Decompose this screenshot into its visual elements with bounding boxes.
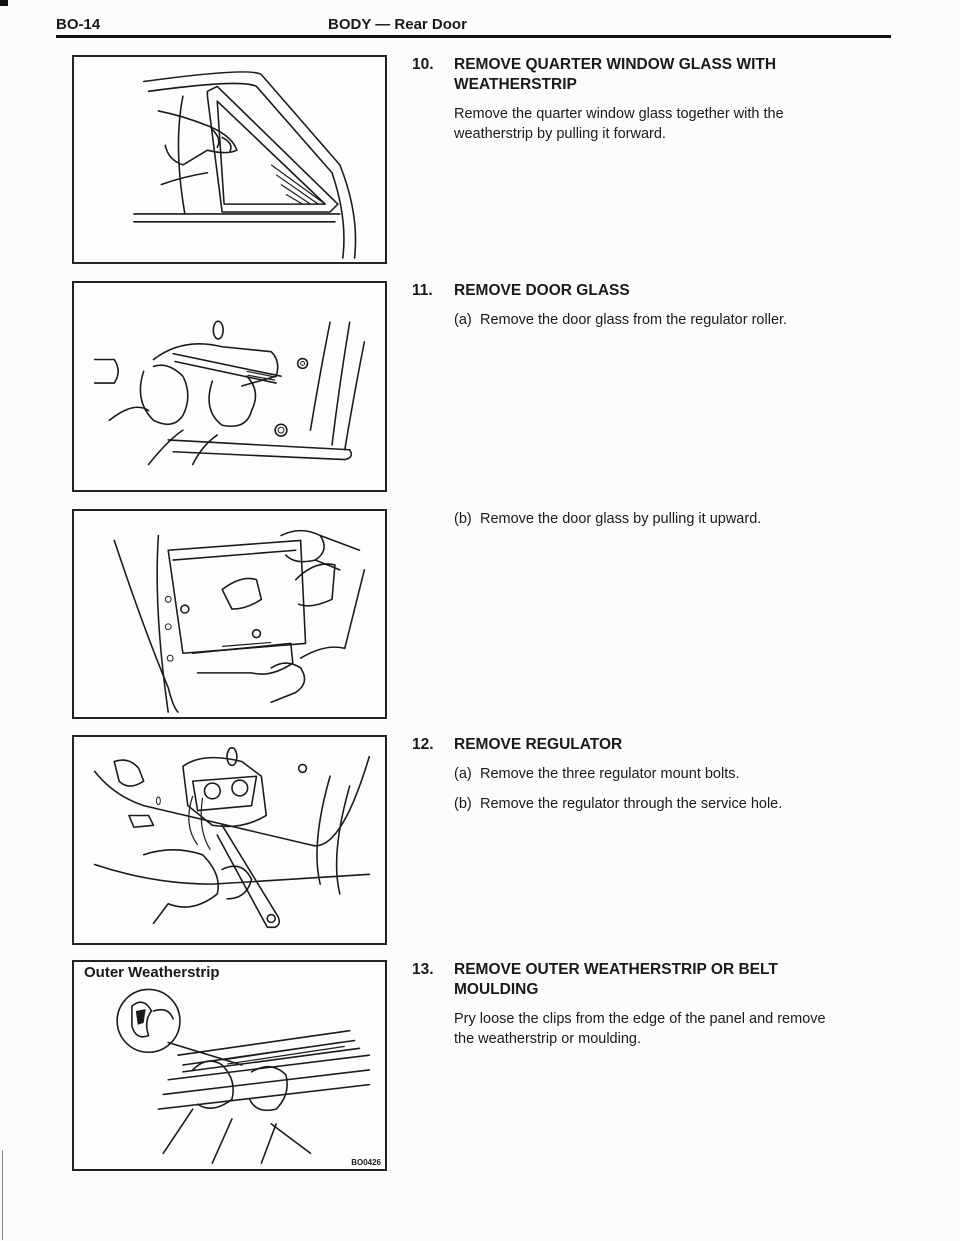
step-11-b [412,509,902,529]
step-10 [412,55,902,144]
step-11-sub-a [412,310,902,330]
figure-label-outer-weatherstrip: Outer Weatherstrip [84,964,224,981]
step-11-sub-b-letter: (b) [454,511,472,527]
step-11-sub-b [412,509,902,529]
step-10-body [412,104,902,144]
figure-regulator-removal [72,735,387,945]
step-13 [412,960,902,1049]
step-12-sub-b [412,794,902,814]
step-11-sub-b-text: Remove the door glass by pulling it upward. [480,511,762,527]
quarter-window-illustration [74,57,385,262]
step-12-heading [412,735,902,755]
step-12-sub-a-text: Remove the three regulator mount bolts. [480,766,740,782]
step-12 [412,735,902,814]
step-13-body-line1: Pry loose the clips from the edge of the panel and remove [454,1011,826,1027]
door-glass-upward-illustration [74,511,385,717]
step-12-sub-a [412,764,902,784]
step-12-title: REMOVE REGULATOR [454,736,623,753]
figure-regulator-roller [72,281,387,492]
page-code: BO-14 [56,16,101,33]
step-11-heading [412,281,902,301]
step-11-number: 11. [412,282,433,299]
regulator-removal-illustration [74,737,385,943]
figure-outer-weatherstrip [72,960,387,1171]
step-12-number: 12. [412,736,434,753]
step-13-body-line2: the weatherstrip or moulding. [454,1031,641,1047]
step-10-number: 10. [412,56,434,73]
step-13-body [412,1009,902,1049]
step-11-sub-a-letter: (a) [454,312,472,328]
outer-weatherstrip-illustration [74,962,385,1169]
step-13-title-line2: MOULDING [454,981,539,998]
step-13-heading [412,960,902,1000]
step-12-sub-b-letter: (b) [454,796,472,812]
step-12-sub-a-letter: (a) [454,766,472,782]
figure-door-glass-upward [72,509,387,719]
step-11-sub-a-text: Remove the door glass from the regulator roller. [480,312,788,328]
figure-code: BO0426 [351,1158,381,1167]
step-10-title-line2: WEATHERSTRIP [454,76,577,93]
step-11 [412,281,902,330]
page-corner-mark [0,0,8,6]
section-title: BODY — Rear Door [328,16,467,33]
step-13-title-line1: REMOVE OUTER WEATHERSTRIP OR BELT [454,961,778,978]
step-12-sub-b-text: Remove the regulator through the service hole. [480,796,783,812]
step-10-body-line2: weatherstrip by pulling it forward. [454,126,666,142]
step-13-number: 13. [412,961,434,978]
header-rule [56,35,891,38]
step-10-title-line1: REMOVE QUARTER WINDOW GLASS WITH [454,56,777,73]
step-10-heading [412,55,902,95]
step-11-title: REMOVE DOOR GLASS [454,282,630,299]
scan-edge-line [2,1150,3,1240]
page-header [56,14,891,36]
regulator-roller-illustration [74,283,385,490]
figure-quarter-window [72,55,387,264]
step-10-body-line1: Remove the quarter window glass together with the [454,106,784,122]
